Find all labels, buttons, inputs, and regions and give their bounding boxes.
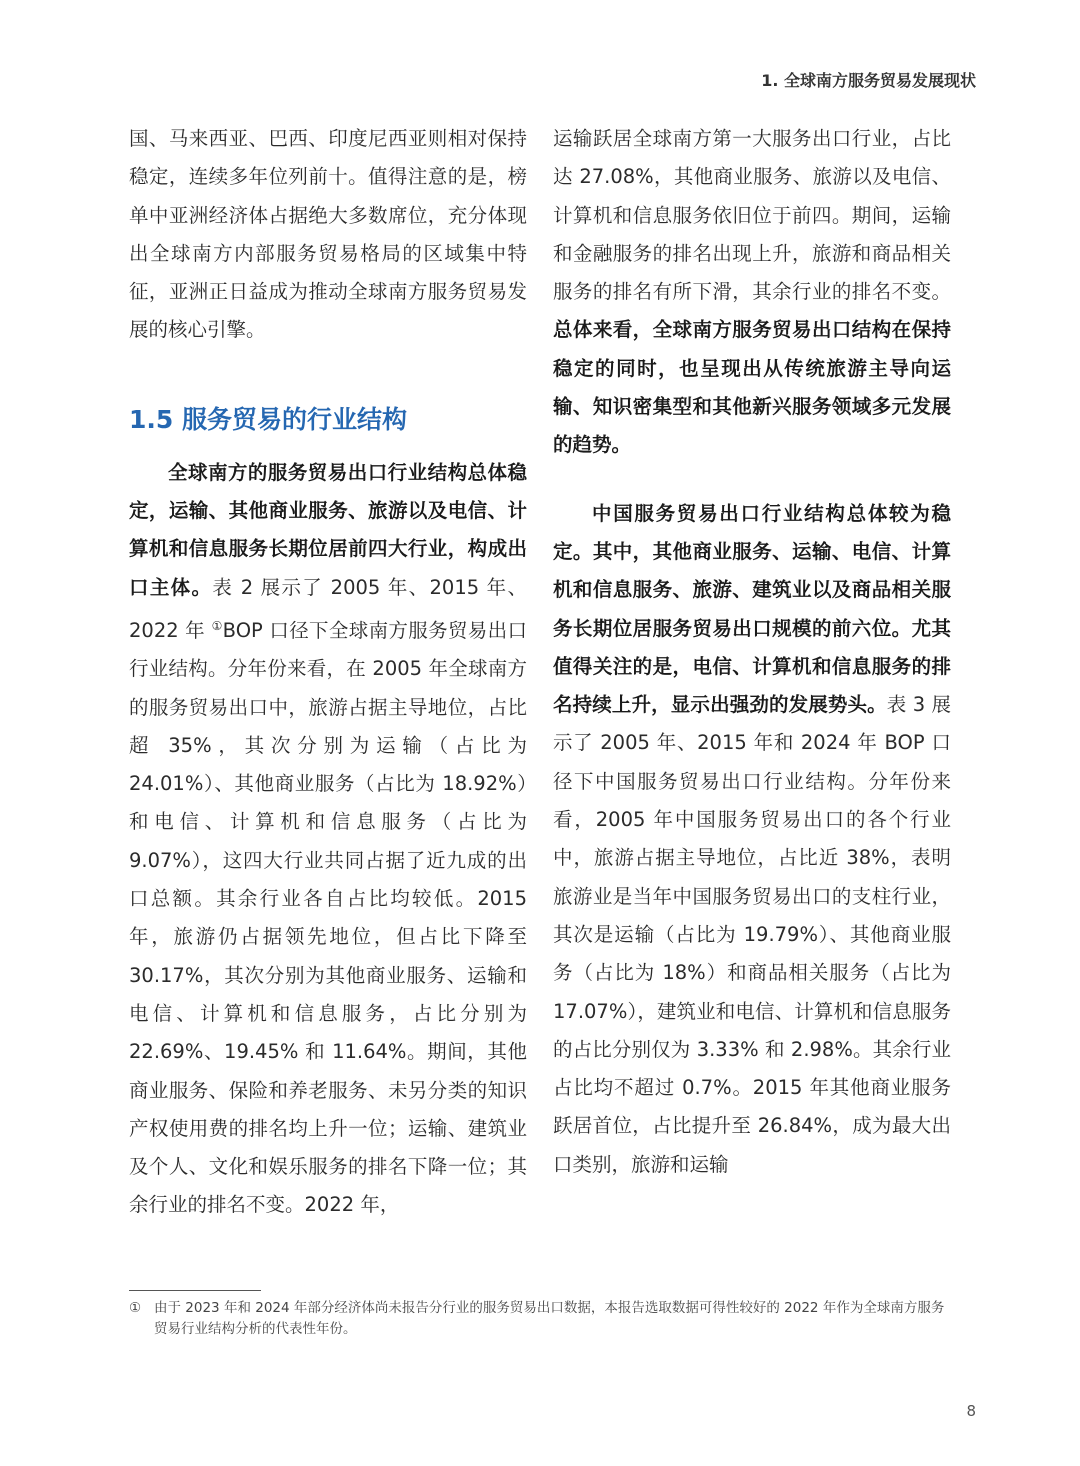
footnote-marker: ① (129, 1300, 142, 1316)
footnote-text: 由于 2023 年和 2024 年部分经济体尚未报告分行业的服务贸易出口数据，本报告选取数据可得性较好的 2022 年作为全球南方服务贸易行业结构分析的代表性年份。 (154, 1300, 945, 1337)
key-finding-bold: 中国服务贸易出口行业结构总体较为稳定。其中，其他商业服务、运输、电信、计算机和信息服务、旅游、建筑业以及商品相关服务长期位居服务贸易出口规模的前六位。尤其值得关注的是，电信、计算机和信息服务的排名持续上升，显示出强劲的发展势头。 (553, 501, 951, 717)
summary-bold: 总体来看，全球南方服务贸易出口结构在保持稳定的同时，也呈现出从传统旅游主导向运输、知识密集型和其他新兴服务领域多元发展的趋势。 (553, 318, 951, 457)
left-column (129, 120, 527, 1225)
continued-paragraph (553, 120, 951, 465)
page-number: 8 (966, 1402, 976, 1420)
footnote (129, 1298, 951, 1340)
industry-structure-paragraph (129, 454, 527, 1225)
footnote-reference[interactable]: ① (211, 618, 223, 633)
section-title: 1.5 服务贸易的行业结构 (129, 404, 407, 434)
intro-paragraph: 国、马来西亚、巴西、印度尼西亚则相对保持稳定，连续多年位列前十。值得注意的是，榜单中亚洲经济体占据绝大多数席位，充分体现出全球南方内部服务贸易格局的区域集中特征，亚洲正日益成为推动全球南方服务贸易发展的核心引擎。 (129, 127, 527, 342)
body-text: 运输跃居全球南方第一大服务出口行业，占比达 27.08%，其他商业服务、旅游以及电信、计算机和信息服务依旧位于前四。期间，运输和金融服务的排名出现上升，旅游和商品相关服务的排名有所下滑，其余行业的排名不变。 (553, 127, 951, 304)
body-text: 表 2 展示了 2005 年、2015 年、2022 年 (129, 575, 527, 642)
right-column (553, 120, 951, 1184)
running-header: 1. 全球南方服务贸易发展现状 (761, 71, 976, 90)
china-structure-paragraph (553, 495, 951, 1184)
footnote-divider (129, 1290, 261, 1291)
body-text: BOP 口径下全球南方服务贸易出口行业结构。分年份来看，在 2005 年全球南方的服务贸易出口中，旅游占据主导地位，占比超 35%，其次分别为运输（占比为 24.01%）、其他商业服务（占比为 18.92%）和电信、计算机和信息服务（占比为 9.07%），这四大行业共同占据了近九成的出口总额。其余行业各自占比均较低。2015 年，旅游仍占据领先地位，但占比下降至 30.17%，其次分别为其他商业服务、运输和电信、计算机和信息服务，占比分别为 22.69%、19.45% 和 11.64%。期间，其他商业服务、保险和养老服务、未另分类的知识产权使用费的排名均上升一位；运输、建筑业及个人、文化和娱乐服务的排名下降一位；其余行业的排名不变。2022 年， (129, 618, 527, 1217)
key-finding-bold: 全球南方的服务贸易出口行业结构总体稳定，运输、其他商业服务、旅游以及电信、计算机和信息服务长期位居前四大行业，构成出口主体。 (129, 460, 527, 599)
body-text: 表 3 展示了 2005 年、2015 年和 2024 年 BOP 口径下中国服务贸易出口行业结构。分年份来看，2005 年中国服务贸易出口的各个行业中，旅游占据主导地位，占比近 38%，表明旅游业是当年中国服务贸易出口的支柱行业，其次是运输（占比为 19.79%）、其他商业服务（占比为 18%）和商品相关服务（占比为 17.07%），建筑业和电信、计算机和信息服务的占比分别仅为 3.33% 和 2.98%。其余行业占比均不超过 0.7%。2015 年其他商业服务跃居首位，占比提升至 26.84%，成为最大出口类别，旅游和运输 (553, 693, 951, 1176)
